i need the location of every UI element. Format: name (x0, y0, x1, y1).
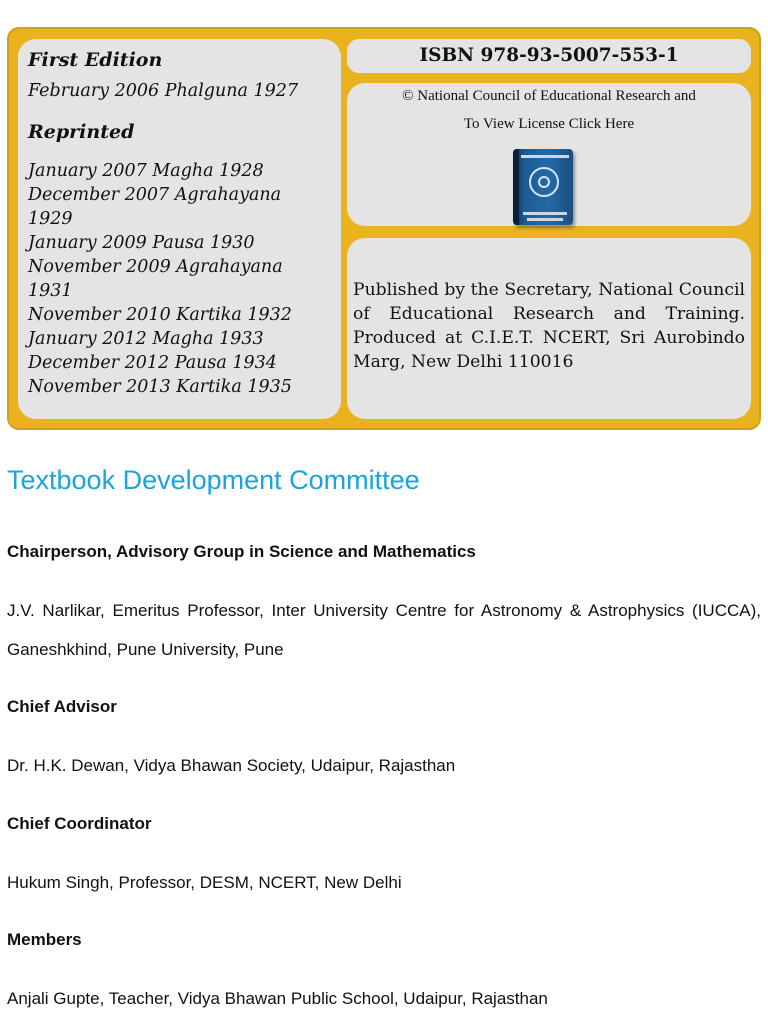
reprint-item: 1931 (28, 281, 73, 301)
first-edition-heading: First Edition (28, 49, 163, 71)
reprint-item: January 2007 Magha 1928 (28, 161, 264, 181)
edition-panel (18, 39, 341, 419)
license-panel (347, 83, 751, 226)
reprinted-heading: Reprinted (28, 121, 135, 143)
reprint-item: November 2010 Kartika 1932 (28, 305, 292, 325)
book-title-bar (521, 155, 569, 158)
members-heading: Members (7, 930, 82, 949)
reprint-item: November 2009 Agrahayana (28, 257, 283, 277)
members-text: Anjali Gupte, Teacher, Vidya Bhawan Public School, Udaipur, Rajasthan (7, 989, 548, 1008)
book-footer-bar (527, 218, 563, 221)
reprint-list (28, 159, 292, 399)
book-footer-bar (523, 212, 567, 215)
reprint-item: 1929 (28, 209, 73, 229)
chief-advisor-heading: Chief Advisor (7, 697, 117, 716)
isbn-number: ISBN 978-93-5007-553-1 (419, 45, 679, 66)
publisher-text: Published by the Secretary, National Council of Educational Research and Training. Produced at C.I.E.T. NCERT, Sri Aurobindo Marg, New Delhi 110016 (353, 280, 745, 372)
chief-advisor-text: Dr. H.K. Dewan, Vidya Bhawan Society, Udaipur, Rajasthan (7, 756, 456, 775)
book-spine (513, 149, 519, 225)
view-license-link[interactable]: To View License Click Here (463, 116, 635, 132)
copyright-notice: © National Council of Educational Research and (402, 88, 696, 104)
ncert-book-icon[interactable] (513, 149, 573, 225)
isbn-panel (347, 39, 751, 73)
publisher-panel (347, 238, 751, 419)
first-edition-date: February 2006 Phalguna 1927 (28, 81, 299, 101)
chairperson-text: J.V. Narlikar, Emeritus Professor, Inter University Centre for Astronomy & Astrophysics (IUCCA), Ganeshkhind, Pune University, Pune (7, 601, 761, 659)
reprint-item: December 2007 Agrahayana (28, 185, 282, 205)
reprint-item: January 2012 Magha 1933 (28, 329, 264, 349)
ncert-emblem-icon (529, 167, 559, 197)
reprint-item: November 2013 Kartika 1935 (28, 377, 292, 397)
committee-title: Textbook Development Committee (7, 465, 420, 495)
chief-coordinator-heading: Chief Coordinator (7, 814, 152, 833)
reprint-item: December 2012 Pausa 1934 (28, 353, 277, 373)
chief-coordinator-text: Hukum Singh, Professor, DESM, NCERT, New Delhi (7, 873, 402, 892)
chairperson-heading: Chairperson, Advisory Group in Science and Mathematics (7, 542, 476, 561)
edition-info-frame (7, 27, 761, 430)
reprint-item: January 2009 Pausa 1930 (28, 233, 255, 253)
